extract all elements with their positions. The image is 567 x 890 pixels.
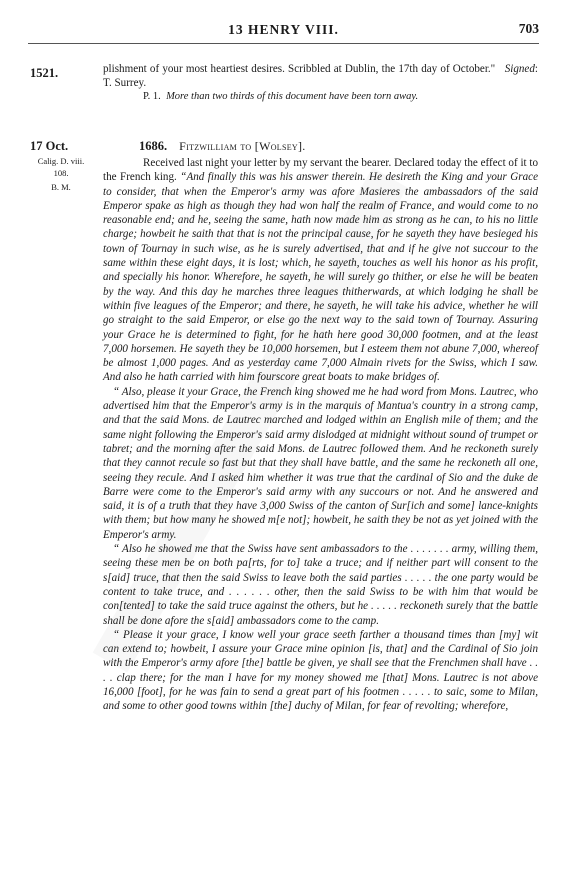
header-rule — [28, 43, 539, 44]
margin-date: 17 Oct. — [30, 139, 69, 153]
entry-title: Fitzwilliam to [Wolsey]. — [179, 139, 306, 153]
margin-year: 1521. — [30, 66, 59, 80]
paragraph-4: “ Please it your grace, I know well your grace seeth farther a thousand times than [my] wit can extend to; howbeit, I assure your Grace mine opinion [is, that] and the Cardinal of Sio join with the Emperor's army afore [the] battle be given, ye shall see that the Frenchmen shall have . . . . clap there; for the man I have for my money showed me [that] Mons. Lautrec is not above 16,000 [foot], for he was fain to send a great part of his footmen . . . . . to saic, some to Milan, and some to other good towns within [the] duchy of Milan, for fear of revolting; wherefore, — [103, 628, 538, 713]
signed-label: Signed — [504, 63, 535, 75]
paragraph-1-italic: “And finally this was his answer therein. He desireth the King and your Grace to consider, that when the Emperor's army was afore Masieres the ambassadors of the said Emperor spake as high as though they had won half the realm of France, and would come to no reasonable end; and he, seeing the same, hath now made him as strong as he can, to his no little charge; howbeit he saith that that is not the principal cause, for he sayeth they have besieged his town of Tournay in such wise, as he is surely advertised, that and if he give not succour to the same within these eight days, it is lost; which, he sayeth, touches as well his honor as his profit, and specially his honor. Wherefore, he sayeth, he will surely go thither, or else he will be beaten by the way. And this day he marches three leagues thitherwards, at which lodging he shall be within five leagues of the Emperor; and there, he sayeth, he will take his advice, whether he will go straight to the said Emperor, or else go the next way to the said town of Tournay. Assuring your Grace he is determined to fight, for he hath here good 30,000 footmen, and at the least 7,000 horsemen. He sayeth they be 10,000 horsemen, but I esteem them not abune 7,000, whereof be almost 1,000 pages. And as yesterday came 7,000 Almain rivets for the Swiss, which I saw. And also he hath carried with him fourscore great boats to make bridges of. — [103, 171, 538, 384]
continuation-text: plishment of your most heartiest desires. Scribbled at Dublin, the 17th day of October." — [103, 63, 496, 75]
margin-reference-2: 108. — [53, 168, 69, 178]
page-number: 703 — [518, 21, 539, 36]
letter-body — [103, 156, 538, 714]
postscript-text: More than two thirds of this document have been torn away. — [166, 91, 419, 102]
postscript-note — [103, 90, 538, 104]
paragraph-2: “ Also, please it your Grace, the French king showed me he had word from Mons. Lautrec, who advertised him that the Emperor's army is in the marquis of Mantua's country in a strong camp, and that the said Mons. de Lautrec marched and lodged within an English mile of them; and the same night following the Emperor's said army dislodged at midnight without sound of trumpet or tabret; and the morning after the said Mons. de Lautrec followed them. And he reckoneth surely that they cannot recule so fast but that they shall have battle, and the same he reckoneth all one, seeing they recule. And I asked him whether it was true that the cardinal of Sio and the duke de Barre were come to the Emperor's said army with any succours or not. And he answered and said, it is of a truth that they have 3,000 Swiss of the canton of Sur[ich and some] lance-knights with them; but how many he showed m[e not]; howbeit, he saith they be not as yet joined with the Emperor's army. — [103, 385, 538, 541]
margin-reference-3: B. M. — [51, 182, 71, 192]
paragraph-3: “ Also he showed me that the Swiss have sent ambassadors to the . . . . . . . army, willing them, seeing these men be on both pa[rts, for to] take a truce; and if neither part will consent to the s[aid] truce, that then the said Swiss to leave both the said parties . . . . . the one party would be content to take truce, and . . . . . . other, then the said Swiss to be with him that would be con[tented] to take the said truce against the others, but he . . . . . reckoneth surely that the battle shall be done afore the s[aid] ambassadors come to the camp. — [103, 543, 538, 627]
continuation-paragraph — [103, 62, 538, 91]
paragraph-1-roman: Received last night your letter by my servant the bearer. Declared today the effect of it to the French king. — [103, 157, 539, 184]
entry-number: 1686. — [139, 139, 168, 153]
running-title: 13 HENRY VIII. — [228, 22, 339, 37]
paragraph-1 — [103, 156, 538, 385]
margin-reference-1: Calig. D. viii. — [37, 156, 85, 166]
entry-heading — [103, 139, 538, 153]
postscript-label: P. 1. — [143, 91, 161, 102]
signed-name: : T. Surrey. — [103, 63, 538, 90]
